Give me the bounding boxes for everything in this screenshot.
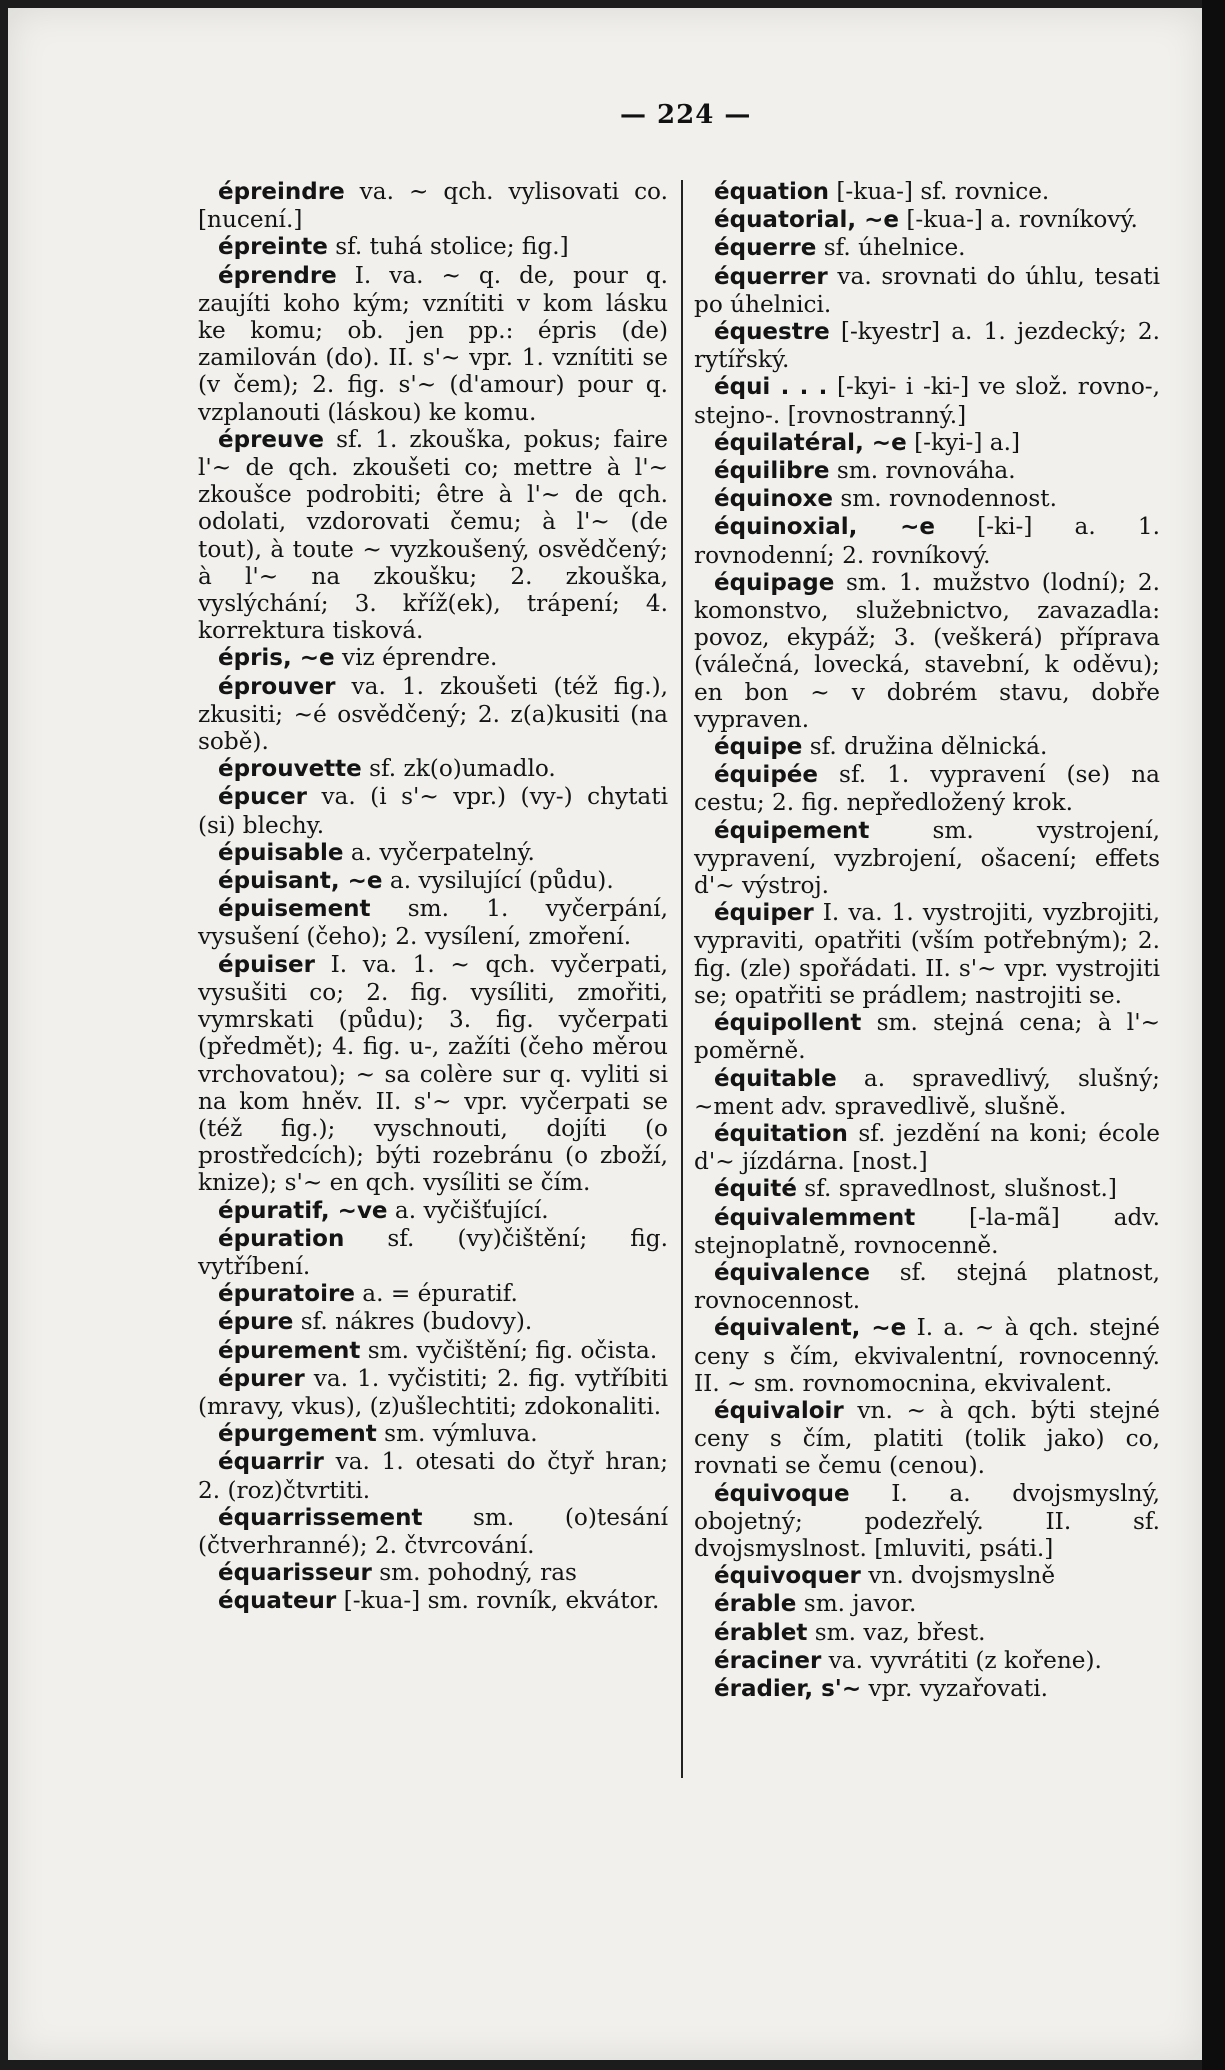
dictionary-entry <box>198 895 668 950</box>
dictionary-entry <box>198 1337 668 1365</box>
entry-definition: I. va. 1. vystrojiti, vyzbrojiti, vypraviti, opatřiti (vším potřebným); 2. fig. (zle) spořádati. II. s'~ vpr. vystrojiti se; opatřiti se prádlem; nastrojiti se. <box>694 899 1160 1009</box>
entry-headword: équipollent <box>714 1010 862 1037</box>
entry-headword: équinoxe <box>714 486 833 513</box>
dictionary-entry <box>694 1675 1160 1703</box>
dictionary-entry <box>694 1397 1160 1480</box>
entry-definition: [-kyestr] a. 1. jezdecký; 2. rytířský. <box>694 318 1160 374</box>
dictionary-entry <box>694 429 1160 457</box>
dictionary-entry <box>198 1308 668 1336</box>
entry-definition: sf. spravedlnost, slušnost.] <box>804 1175 1117 1203</box>
entry-definition: va. 1. vyčistiti; 2. fig. vytříbiti (mravy, vkus), (z)ušlechtiti; zdokonaliti. <box>198 1364 668 1420</box>
entry-definition: sm. 1. vyčerpání, vysušení (čeho); 2. vysílení, zmoření. <box>198 895 668 951</box>
dictionary-entry <box>198 1197 668 1225</box>
entry-definition: sm. 1. mužstvo (lodní); 2. komonstvo, služebnictvo, zavazadla: povoz, ekypáž; 3. (veškerá) příprava (válečná, lovecká, stavební, k oděvu); en bon ~ v dobrém stavu, dobře vypraven. <box>694 568 1161 733</box>
dictionary-entry <box>694 1480 1160 1563</box>
dictionary-entry <box>198 1420 668 1448</box>
dictionary-entry <box>694 513 1160 568</box>
entry-headword: épreinte <box>218 234 328 261</box>
entry-headword: éradier, s'~ <box>714 1675 862 1702</box>
entry-definition: a. vysilující (půdu). <box>389 867 614 895</box>
entry-definition: sf. (vy)čištění; fig. vytříbení. <box>198 1224 668 1280</box>
entry-headword: épurgement <box>218 1421 377 1448</box>
entry-headword: équipée <box>714 762 818 789</box>
dictionary-entry <box>198 1448 668 1503</box>
entry-headword: équivalence <box>714 1259 870 1286</box>
entry-definition: sf. zk(o)umadlo. <box>369 755 556 783</box>
dictionary-entry <box>694 733 1160 761</box>
dictionary-entry <box>198 644 668 672</box>
entry-definition: sm. rovnováha. <box>836 457 1016 485</box>
dictionary-entry <box>198 178 668 233</box>
entry-headword: équipage <box>714 569 835 596</box>
dictionary-entry <box>694 1647 1160 1675</box>
dictionary-entry <box>694 1120 1160 1175</box>
entry-headword: équinoxial, ~e <box>714 514 936 541</box>
entry-headword: équestre <box>714 319 830 346</box>
entry-headword: épreindre <box>218 179 345 205</box>
dictionary-entry <box>694 1314 1160 1397</box>
dictionary-entry <box>198 1280 668 1308</box>
dictionary-entry <box>694 1562 1160 1590</box>
dictionary-entry <box>694 569 1160 733</box>
entry-definition: a. spravedlivý, slušný; ~ment adv. spravedlivě, slušně. <box>694 1064 1160 1120</box>
dictionary-entry <box>694 318 1160 373</box>
entry-definition: sm. javor. <box>803 1590 917 1618</box>
entry-headword: équatorial, ~e <box>714 207 899 234</box>
dictionary-entry <box>694 1175 1160 1203</box>
dictionary-entry <box>694 1065 1160 1120</box>
dictionary-entry <box>694 1204 1160 1259</box>
entry-definition: sm. vystrojení, vypravení, vyzbrojení, ošacení; effets d'~ výstroj. <box>694 816 1160 900</box>
entry-headword: épuratif, ~ve <box>218 1197 388 1224</box>
dictionary-entry <box>694 206 1160 234</box>
entry-headword: équipement <box>714 817 870 844</box>
entry-definition: va. srovnati do úhlu, tesati po úhelnici. <box>694 262 1161 318</box>
dictionary-entry <box>198 1504 668 1559</box>
dictionary-entry <box>198 951 668 1197</box>
entry-headword: équitation <box>714 1120 848 1147</box>
entry-definition: I. va. 1. ~ qch. vyčerpati, vysušiti co; 2. fig. vysíliti, zmořiti, vymrskati (půdu); 3. fig. vyčerpati (předmět); 4. fig. u-, zažíti (čeho měrou vrchovatou); ~ sa colère sur q. vyliti si na kom hněv. II. s'~ vpr. vyčerpati se (též fig.); vyschnouti, dojíti (o prostředcích); býti rozebránu (o zboží, knize); s'~ en qch. vysíliti se čím. <box>198 950 668 1197</box>
entry-definition: [-kyi- i -ki-] ve slož. rovno-, stejno-. [rovnostranný.] <box>694 373 1160 429</box>
dictionary-entry <box>694 178 1160 206</box>
entry-definition: [-ki-] a. 1. rovnodenní; 2. rovníkový. <box>694 513 1160 569</box>
left-column <box>198 178 668 1616</box>
entry-definition: sf. jezdění na koni; école d'~ jízdárna. [nost.] <box>694 1119 1160 1176</box>
entry-definition: [-kua-] sm. rovník, ekvátor. <box>343 1587 660 1615</box>
entry-headword: équivalent, ~e <box>714 1315 907 1342</box>
entry-definition: [-kua-] sf. rovnice. <box>836 178 1050 205</box>
entry-definition: [-kua-] a. rovníkový. <box>906 206 1138 234</box>
entry-definition: sf. nákres (budovy). <box>300 1308 533 1336</box>
entry-headword: équation <box>714 179 830 205</box>
dictionary-entry <box>694 1009 1160 1064</box>
entry-headword: épuisable <box>218 839 344 866</box>
entry-definition: I. a. dvojsmyslný, obojetný; podezřelý. II. sf. dvojsmyslnost. [mluviti, psáti.] <box>694 1479 1161 1562</box>
dictionary-entry <box>198 755 668 783</box>
dictionary-entry <box>198 867 668 895</box>
entry-headword: équerrer <box>714 263 828 290</box>
dictionary-entry <box>694 899 1160 1009</box>
entry-definition: sf. tuhá stolice; fig.] <box>335 233 569 261</box>
entry-definition: sf. 1. zkouška, pokus; faire l'~ de qch. zkoušeti co; mettre à l'~ zkoušce podrobiti; être à l'~ de qch. odolati, vzdorovati čemu; à l'~ (de tout), à toute ~ vyzkoušený, osvědčený; à l'~ na zkoušku; 2. zkouška, vyslýchání; 3. kříž(ek), trápení; 4. korrektura tisková. <box>198 425 668 645</box>
entry-headword: érable <box>714 1591 797 1618</box>
entry-definition: sm. výmluva. <box>384 1420 538 1448</box>
dictionary-entry <box>198 1587 668 1615</box>
entry-headword: éraciner <box>714 1647 822 1674</box>
entry-definition: I. va. ~ q. de, pour q. zaujíti koho kým; vznítiti v kom lásku ke komu; ob. jen pp.: épris (de) zamilován (do). II. s'~ vpr. 1. vznítiti se (v čem); 2. fig. s'~ (d'amour) pour q. vzplanouti (láskou) ke komu. <box>198 261 668 426</box>
dictionary-entry <box>694 373 1160 428</box>
dictionary-entry <box>198 1559 668 1587</box>
entry-definition: sf. družina dělnická. <box>809 733 1048 761</box>
entry-headword: équateur <box>218 1588 337 1615</box>
entry-headword: équilatéral, ~e <box>714 429 907 456</box>
entry-definition: vn. dvojsmyslně <box>868 1562 1056 1590</box>
entry-definition: va. (i s'~ vpr.) (vy-) chytati (si) blechy. <box>198 783 668 839</box>
entry-definition: sm. rovnodennost. <box>840 485 1057 513</box>
entry-definition: va. ~ qch. vylisovati co. [nucení.] <box>198 178 668 234</box>
column-divider <box>681 180 683 1778</box>
entry-headword: équilibre <box>714 458 830 485</box>
entry-headword: épuration <box>218 1225 345 1252</box>
entry-headword: équivaloir <box>714 1397 844 1424</box>
entry-headword: épuisant, ~e <box>218 868 383 895</box>
entry-headword: épurer <box>218 1365 305 1392</box>
entry-headword: équivalemment <box>714 1204 916 1231</box>
dictionary-entry <box>694 1259 1160 1314</box>
entry-headword: éprouver <box>218 673 336 700</box>
scan-border <box>1202 0 1225 2070</box>
entry-headword: épris, ~e <box>218 645 335 672</box>
dictionary-entry <box>198 262 668 426</box>
entry-headword: équi . . . <box>714 374 828 401</box>
dictionary-entry <box>198 426 668 645</box>
entry-headword: équiper <box>714 900 814 927</box>
dictionary-entry <box>694 1619 1160 1647</box>
dictionary-entry <box>694 234 1160 262</box>
dictionary-entry <box>694 817 1160 900</box>
entry-headword: épuiser <box>218 951 315 978</box>
entry-definition: sf. stejná platnost, rovnocennost. <box>694 1258 1161 1315</box>
dictionary-entry <box>694 263 1160 318</box>
entry-headword: épure <box>218 1309 294 1336</box>
entry-definition: sf. úhelnice. <box>823 234 966 262</box>
dictionary-entry <box>694 457 1160 485</box>
entry-headword: épuratoire <box>218 1281 355 1308</box>
dictionary-entry <box>198 783 668 838</box>
entry-definition: viz éprendre. <box>341 644 498 672</box>
dictionary-page <box>8 8 1204 2060</box>
entry-definition: sm. stejná cena; à l'~ poměrně. <box>694 1009 1161 1065</box>
dictionary-entry <box>694 1590 1160 1618</box>
entry-headword: éprendre <box>218 262 337 289</box>
entry-definition: va. vyvrátiti (z kořene). <box>828 1646 1102 1674</box>
entry-headword: équivoque <box>714 1480 850 1507</box>
entry-headword: équerre <box>714 235 817 262</box>
entry-definition: I. a. ~ à qch. stejné ceny s čím, ekvivalentní, rovnocenný. II. ~ sm. rovnomocnina, ekvivalent. <box>694 1314 1160 1397</box>
entry-headword: équarrir <box>218 1449 324 1476</box>
entry-definition: a. vyčerpatelný. <box>350 838 535 866</box>
dictionary-entry <box>198 233 668 261</box>
entry-definition: [-kyi-] a.] <box>914 428 1021 456</box>
dictionary-entry <box>198 673 668 756</box>
dictionary-entry <box>198 1225 668 1280</box>
page-number: — 224 — <box>620 100 752 130</box>
entry-headword: équivoquer <box>714 1563 861 1590</box>
entry-definition: vpr. vyzařovati. <box>868 1674 1049 1702</box>
entry-headword: équipe <box>714 734 803 761</box>
entry-headword: épurement <box>218 1337 361 1364</box>
right-column <box>694 178 1160 1703</box>
entry-headword: épuisement <box>218 896 371 923</box>
entry-definition: vn. ~ à qch. býti stejné ceny s čím, platiti (tolik jako) co, rovnati se čemu (cenou). <box>694 1396 1160 1480</box>
entry-headword: épreuve <box>218 426 324 453</box>
entry-headword: équarisseur <box>218 1560 372 1587</box>
entry-headword: éprouvette <box>218 756 362 783</box>
entry-headword: érablet <box>714 1619 808 1646</box>
entry-definition: va. 1. zkoušeti (též fig.), zkusiti; ~é osvědčený; 2. z(a)kusiti (na sobě). <box>198 672 668 756</box>
dictionary-entry <box>694 761 1160 816</box>
entry-headword: équarrissement <box>218 1504 423 1531</box>
entry-headword: équitable <box>714 1065 837 1092</box>
dictionary-entry <box>198 1365 668 1420</box>
dictionary-entry <box>694 485 1160 513</box>
entry-definition: sm. (o)tesání (čtverhranné); 2. čtvrcování. <box>198 1503 668 1559</box>
entry-definition: a. = épuratif. <box>362 1280 518 1308</box>
entry-definition: sm. vyčištění; fig. očista. <box>367 1336 658 1364</box>
entry-definition: sf. 1. vypravení (se) na cestu; 2. fig. nepředložený krok. <box>694 761 1160 817</box>
dictionary-entry <box>198 839 668 867</box>
entry-definition: va. 1. otesati do čtyř hran; 2. (roz)čtvrtiti. <box>198 1448 669 1504</box>
entry-headword: épucer <box>218 784 308 811</box>
entry-headword: équité <box>714 1176 797 1203</box>
entry-definition: [-la-mã] adv. stejnoplatně, rovnocenně. <box>694 1203 1160 1259</box>
entry-definition: a. vyčišťující. <box>394 1196 549 1224</box>
entry-definition: sm. pohodný, ras <box>379 1559 577 1587</box>
entry-definition: sm. vaz, břest. <box>814 1618 986 1646</box>
